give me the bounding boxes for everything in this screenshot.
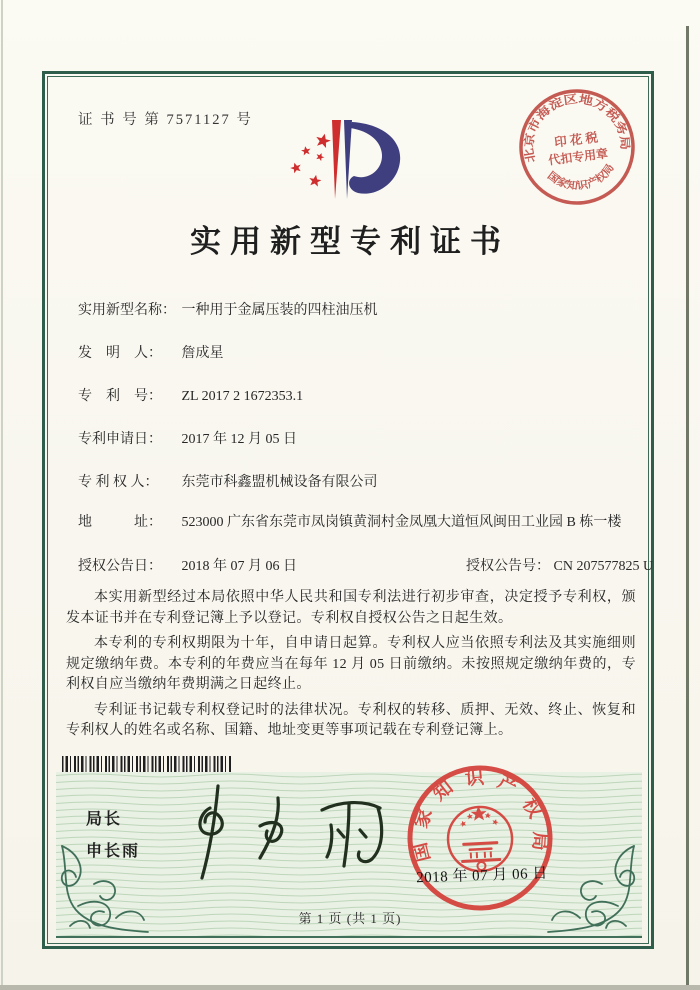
- scan-edge-bottom: [0, 985, 700, 990]
- seal-date: 2018 年 07 月 06 日: [415, 865, 549, 887]
- field-row-grant: [78, 556, 654, 577]
- grant-number-pair: [466, 556, 653, 577]
- logo-stars-icon: [289, 132, 332, 187]
- field-row-application-date: [78, 429, 297, 450]
- field-label: 发 明 人：: [78, 346, 162, 361]
- logo-p-bowl: [349, 122, 400, 194]
- field-value: 2017 年 12 月 05 日: [181, 432, 297, 447]
- field-label: 授权公告号：: [466, 559, 550, 574]
- stamp-duty-seal-icon: [509, 79, 645, 215]
- field-label: 地 址：: [78, 515, 162, 530]
- director-title: 局长: [86, 811, 123, 828]
- paragraph-grant-statement: 本实用新型经过本局依照中华人民共和国专利法进行初步审查，决定授予专利权，颁发本证书并在专利登记簿上予以登记。专利权自授权公告之日起生效。: [66, 590, 636, 626]
- field-label: 专 利 号：: [78, 389, 162, 404]
- cnipa-official-seal-icon: [398, 756, 562, 920]
- field-label: 授权公告日：: [78, 559, 162, 574]
- grant-date-value: 2018 年 07 月 06 日: [181, 559, 297, 574]
- barcode: [62, 756, 232, 772]
- certificate-title: 实用新型专利证书: [190, 224, 510, 259]
- field-row-inventor: [78, 343, 224, 364]
- director-signature-icon: [172, 780, 407, 885]
- paragraph-register-statement: 专利证书记载专利权登记时的法律状况。专利权的转移、质押、无效、终止、恢复和专利权人的姓名或名称、国籍、地址变更等事项记载在专利登记簿上。: [66, 702, 636, 738]
- field-value: 523000 广东省东莞市凤岗镇黄洞村金凤凰大道恒风闽田工业园 B 栋一楼: [181, 515, 622, 530]
- field-value: 一种用于金属压装的四柱油压机: [181, 303, 378, 318]
- legal-text-block: [66, 588, 636, 747]
- tax-stamp-center-line2: 代扣专用章: [547, 146, 609, 168]
- scan-edge-right: [686, 26, 689, 990]
- field-row-address: [78, 512, 634, 533]
- field-row-patentee: [78, 472, 378, 493]
- field-label: 专利申请日：: [78, 432, 162, 447]
- cnipa-logo-icon: [282, 98, 432, 216]
- certificate-number: 证 书 号 第 7571127 号: [78, 112, 253, 128]
- field-row-patent-number: [78, 386, 303, 407]
- tax-stamp-center-line1: 印 花 税: [553, 130, 599, 150]
- grant-number-value: CN 207577825 U: [553, 559, 654, 574]
- logo-red-wedge: [332, 120, 341, 199]
- tax-stamp-top-arc-text: 北京市海淀区地方税务局: [523, 93, 631, 164]
- scan-edge-left: [1, 0, 3, 990]
- field-label: 实用新型名称：: [78, 303, 176, 318]
- director-name: 申长雨: [86, 843, 141, 860]
- field-row-utility-name: [78, 300, 378, 321]
- field-value: 詹成星: [181, 346, 224, 361]
- seal-arc-text: 国家知识产权局: [409, 767, 551, 864]
- field-value: 东莞市科鑫盟机械设备有限公司: [181, 475, 378, 490]
- field-value: ZL 2017 2 1672353.1: [181, 389, 304, 404]
- page-number-footer: 第 1 页 (共 1 页): [298, 911, 402, 926]
- paragraph-term-and-fees: 本专利的专利权期限为十年，自申请日起算。专利权人应当依照专利法及其实施细则规定缴纳年费。本专利的年费应当在每年 12 月 05 日前缴纳。未按照规定缴纳年费的，专利权自应当缴纳年费期满之日起终止。: [66, 636, 636, 692]
- tax-stamp-bottom-arc-text: 国家知识产权局: [545, 163, 617, 193]
- field-label: 专 利 权 人：: [78, 475, 159, 490]
